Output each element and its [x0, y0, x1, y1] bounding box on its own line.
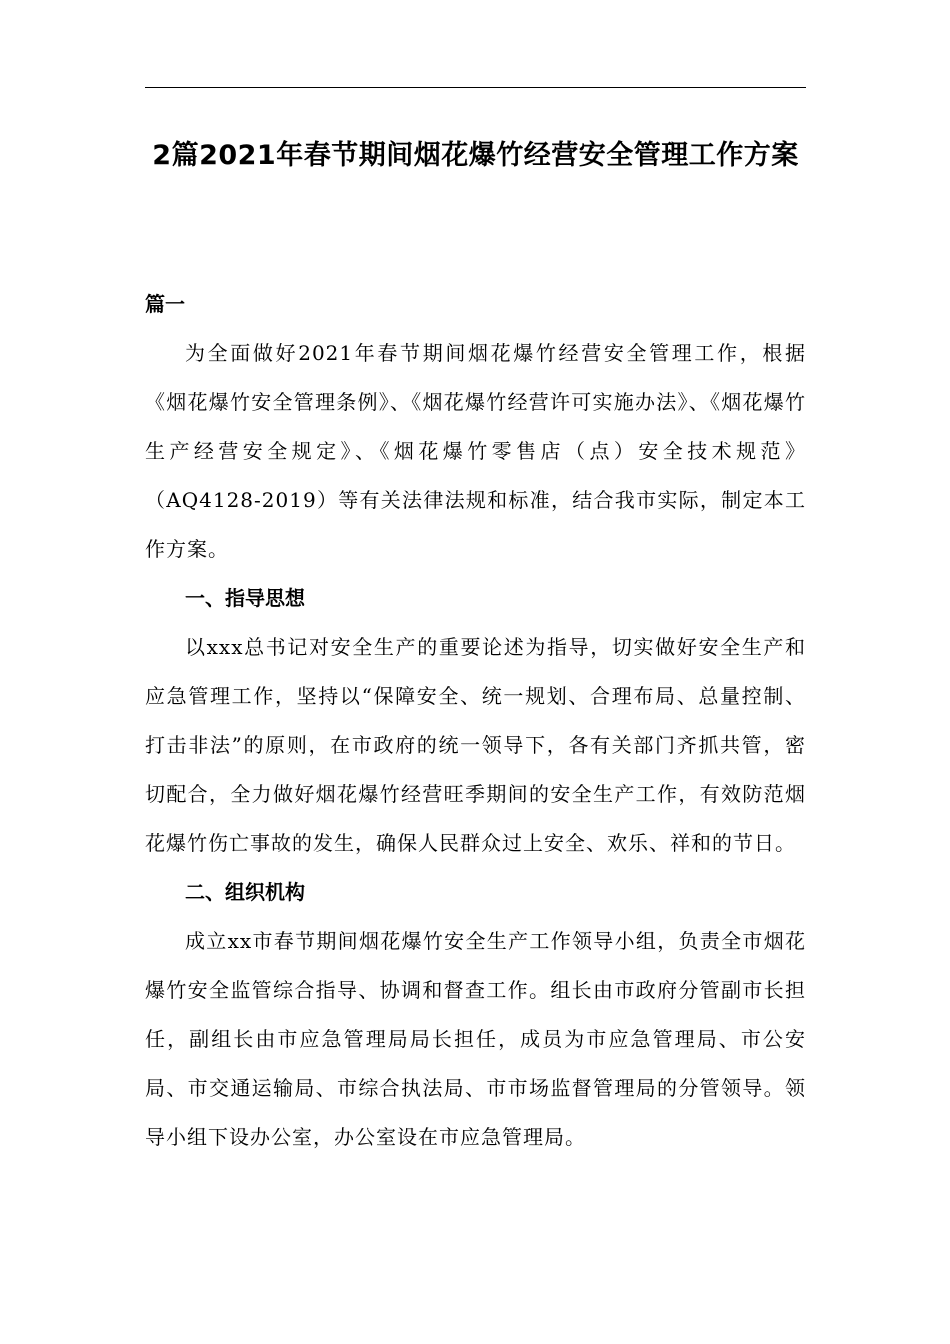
- intro-paragraph: 为全面做好2021年春节期间烟花爆竹经营安全管理工作，根据《烟花爆竹安全管理条例》、《烟花爆竹经营许可实施办法》、《烟花爆竹生产经营安全规定》、《烟花爆竹零售店（点）安全技术规范》（AQ4128-2019）等有关法律法规和标准，结合我市实际，制定本工作方案。: [145, 341, 806, 561]
- heading-organization: 二、组织机构: [185, 880, 305, 904]
- guiding-thought-paragraph: 以xxx总书记对安全生产的重要论述为指导，切实做好安全生产和应急管理工作，坚持以“保障安全、统一规划、合理布局、总量控制、打击非法”的原则，在市政府的统一领导下，各有关部门齐抓共管，密切配合，全力做好烟花爆竹经营旺季期间的安全生产工作，有效防范烟花爆竹伤亡事故的发生，确保人民群众过上安全、欢乐、祥和的节日。: [145, 635, 806, 855]
- heading-guiding-thought: 一、指导思想: [185, 586, 305, 610]
- section-label: 篇一: [145, 292, 185, 316]
- header-rule: [145, 87, 806, 88]
- document-body: [145, 280, 806, 1162]
- organization-paragraph: 成立xx市春节期间烟花爆竹安全生产工作领导小组，负责全市烟花爆竹安全监管综合指导、协调和督查工作。组长由市政府分管副市长担任，副组长由市应急管理局局长担任，成员为市应急管理局、市公安局、市交通运输局、市综合执法局、市市场监督管理局的分管领导。领导小组下设办公室，办公室设在市应急管理局。: [145, 929, 806, 1149]
- document-title: 2篇2021年春节期间烟花爆竹经营安全管理工作方案: [152, 140, 799, 171]
